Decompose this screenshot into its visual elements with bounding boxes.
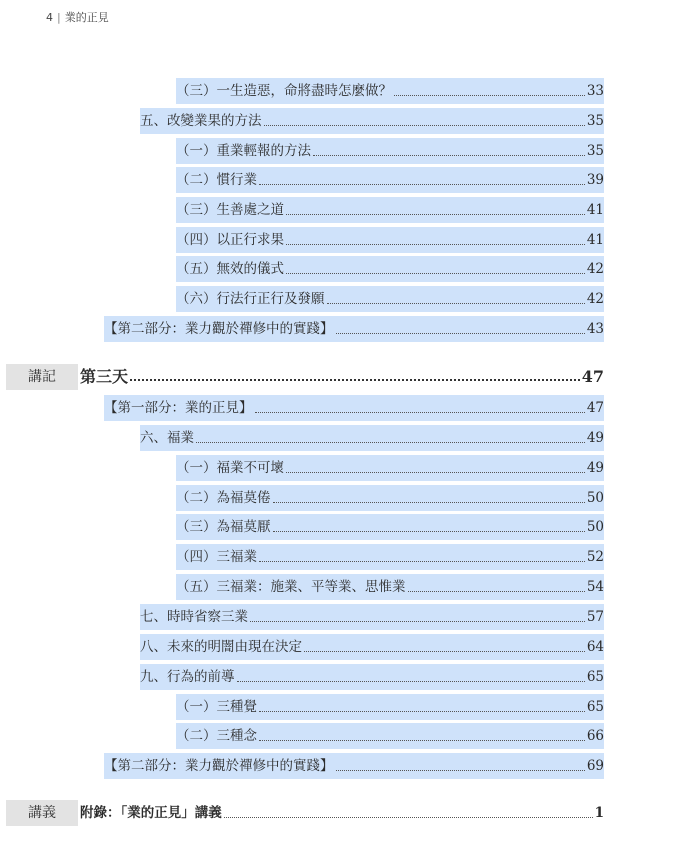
side-tag-jiangyi: 講義 [6,800,78,826]
dot-leader [313,138,585,164]
toc-entry-title: 六、福業 [140,430,194,446]
header-book-title: 業的正見 [64,11,109,24]
dot-leader [286,256,585,282]
toc-entry-page: 65 [586,669,604,685]
dot-leader [130,364,580,390]
dot-leader [286,455,585,481]
toc-entry[interactable] [104,395,604,421]
dot-leader [408,574,585,600]
toc-entry-page: 54 [586,579,604,595]
toc-entry-title: 八、未來的明闇由現在決定 [140,639,302,655]
toc-entry-page: 39 [586,172,604,188]
toc-entry-page: 50 [586,519,604,535]
dot-leader [327,286,585,312]
dot-leader [394,78,585,104]
toc-entry-page: 47 [586,400,604,416]
dot-leader [336,753,585,779]
toc-entry-title: （三）生善處之道 [176,202,284,218]
dot-leader [259,544,585,570]
toc-entry-page: 35 [586,143,604,159]
toc-entry-page: 65 [586,699,604,715]
toc-entry-page: 1 [594,805,604,821]
toc-entry[interactable] [176,694,604,720]
toc-entry-page: 66 [586,728,604,744]
dot-leader [259,167,585,193]
toc-entry-page: 43 [586,321,604,337]
toc-chapter-entry[interactable] [80,362,604,392]
dot-leader [264,108,585,134]
dot-leader [224,800,593,826]
toc-entry-title: 七、時時省察三業 [140,609,248,625]
toc-entry[interactable] [176,227,604,253]
running-header [46,9,109,25]
side-tag-jiangji: 講記 [6,364,78,390]
toc-entry[interactable] [176,514,604,540]
toc-entry[interactable] [176,197,604,223]
toc-entry-title: 附錄：「業的正見」講義 [80,805,222,821]
dot-leader [273,485,585,511]
toc-entry-title: 九、行為的前導 [140,669,235,685]
toc-entry[interactable] [176,78,604,104]
toc-entry-title: （一）福業不可壞 [176,460,284,476]
toc-entry-title: （四）三福業 [176,549,257,565]
toc-entry-title: （二）為福莫倦 [176,490,271,506]
toc-entry[interactable] [140,634,604,660]
toc-entry-title: （三）一生造惡，命將盡時怎麼做？ [176,83,392,99]
dot-leader [259,694,585,720]
toc-entry-title: （三）為福莫厭 [176,519,271,535]
toc-entry[interactable] [176,723,604,749]
toc-entry[interactable] [176,286,604,312]
dot-leader [259,723,585,749]
toc-entry-title: （五）無效的儀式 [176,261,284,277]
toc-entry[interactable] [176,574,604,600]
toc-entry-title: 【第二部分：業力觀於禪修中的實踐】 [104,758,334,774]
toc-entry-page: 69 [586,758,604,774]
dot-leader [286,197,585,223]
toc-entry-page: 64 [586,639,604,655]
toc-entry-page: 42 [586,261,604,277]
toc-entry-page: 41 [586,202,604,218]
dot-leader [250,604,585,630]
dot-leader [196,425,585,451]
toc-entry-page: 41 [586,232,604,248]
dot-leader [336,316,585,342]
toc-entry[interactable] [140,108,604,134]
toc-entry-page: 42 [586,291,604,307]
toc-entry[interactable] [176,485,604,511]
toc-entry-page: 50 [586,490,604,506]
toc-entry-title: （一）重業輕報的方法 [176,143,311,159]
toc-entry-page: 49 [586,430,604,446]
toc-entry-title: （五）三福業：施業、平等業、思惟業 [176,579,406,595]
toc-appendix-entry[interactable] [80,800,604,826]
toc-entry[interactable] [140,604,604,630]
header-separator: | [57,11,61,24]
toc-entry-title: （一）三種覺 [176,699,257,715]
toc-entry[interactable] [176,455,604,481]
toc-entry-page: 49 [586,460,604,476]
toc-entry-title: （六）行法行正行及發願 [176,291,325,307]
toc-entry-page: 35 [586,113,604,129]
toc-entry[interactable] [140,425,604,451]
toc-entry-title: （二）慣行業 [176,172,257,188]
toc-entry-page: 52 [586,549,604,565]
toc-entry-page: 57 [586,609,604,625]
dot-leader [255,395,585,421]
toc-entry[interactable] [176,256,604,282]
toc-entry-title: （四）以正行求果 [176,232,284,248]
dot-leader [286,227,585,253]
toc-entry-title: 五、改變業果的方法 [140,113,262,129]
toc-entry[interactable] [104,753,604,779]
toc-entry-title: （二）三種念 [176,728,257,744]
toc-entry[interactable] [176,138,604,164]
toc-entry[interactable] [140,664,604,690]
toc-entry[interactable] [176,167,604,193]
header-page-number: 4 [46,11,53,24]
dot-leader [237,664,585,690]
toc-entry-page: 33 [586,83,604,99]
dot-leader [304,634,585,660]
toc-entry-title: 【第一部分：業的正見】 [104,400,253,416]
toc-entry-title: 【第二部分：業力觀於禪修中的實踐】 [104,321,334,337]
toc-entry-title: 第三天 [80,367,129,386]
toc-entry[interactable] [104,316,604,342]
toc-entry-page: 47 [581,367,604,386]
toc-entry[interactable] [176,544,604,570]
dot-leader [273,514,585,540]
